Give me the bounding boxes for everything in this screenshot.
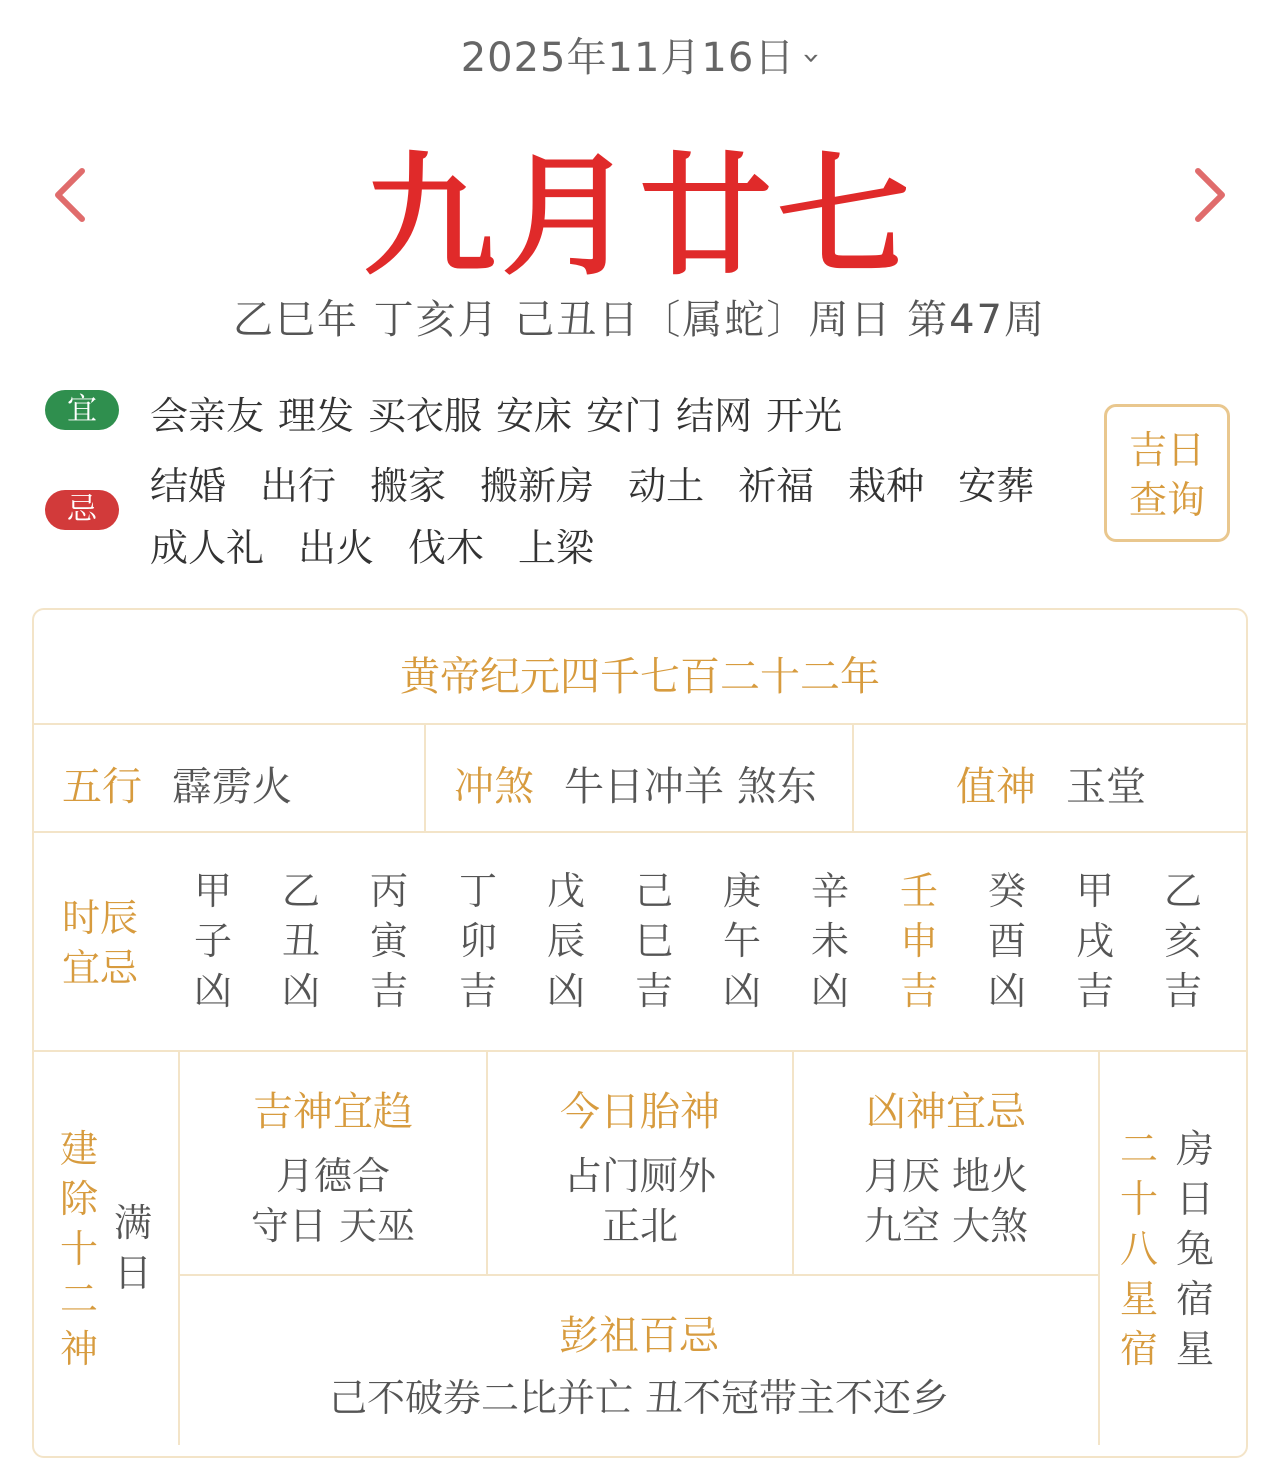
jiri-query-line2: 查询 <box>1128 478 1205 522</box>
chongsha-label: 冲煞 <box>454 764 534 810</box>
ji-item: 栽种 <box>848 464 925 508</box>
shichen-luck: 凶 <box>193 969 232 1013</box>
ji-badge: 忌 <box>45 490 119 530</box>
shichen-branch: 戌 <box>1075 919 1114 963</box>
ji-item: 伐木 <box>408 526 485 570</box>
shichen-column <box>453 866 503 1016</box>
shichen-branch: 子 <box>193 919 232 963</box>
shichen-branch: 申 <box>899 919 938 963</box>
xiongshen-box <box>794 1080 1098 1251</box>
yi-list <box>150 385 856 440</box>
vertical-char: 宿 <box>1175 1277 1214 1321</box>
taishen-box <box>488 1080 792 1251</box>
divider <box>180 1274 1098 1276</box>
ji-item: 祈福 <box>738 464 815 508</box>
vertical-char: 八 <box>1119 1227 1158 1271</box>
vertical-char: 日 <box>1175 1177 1214 1221</box>
divider <box>32 1050 1248 1052</box>
xiongshen-line1: 月厌 地火 <box>863 1154 1029 1198</box>
ji-list <box>150 455 1080 579</box>
shichen-stem: 戊 <box>546 869 585 913</box>
shichen-stem: 丁 <box>458 869 497 913</box>
shichen-label-line1: 时辰 <box>62 896 139 940</box>
chongsha-value: 牛日冲羊 煞东 <box>564 764 817 810</box>
vertical-char: 日 <box>113 1251 152 1295</box>
shichen-luck: 吉 <box>1075 969 1114 1013</box>
jiri-query-line1: 吉日 <box>1128 428 1205 472</box>
shichen-column <box>894 866 944 1016</box>
xiongshen-line2: 九空 大煞 <box>863 1204 1029 1248</box>
taishen-line1: 占门厕外 <box>563 1154 716 1198</box>
shichen-column <box>1158 866 1208 1016</box>
vertical-char: 星 <box>1119 1277 1158 1321</box>
divider <box>852 723 854 831</box>
wuxing-label: 五行 <box>62 764 142 810</box>
yi-item: 会亲友 <box>150 394 265 438</box>
vertical-char: 建 <box>59 1127 98 1171</box>
wuxing-value: 霹雳火 <box>172 764 292 810</box>
shichen-luck: 凶 <box>810 969 849 1013</box>
shichen-stem: 甲 <box>193 869 232 913</box>
next-day-button[interactable] <box>1180 150 1240 240</box>
date-label: 2025年11月16日 <box>460 35 796 81</box>
yi-item: 开光 <box>766 394 843 438</box>
shichen-branch: 辰 <box>546 919 585 963</box>
shichen-stem: 乙 <box>1163 869 1202 913</box>
xingxiu-label <box>1116 1124 1162 1374</box>
vertical-char: 宿 <box>1119 1327 1158 1371</box>
vertical-char: 二 <box>1119 1127 1158 1171</box>
ji-item: 出行 <box>260 464 337 508</box>
vertical-char: 除 <box>59 1177 98 1221</box>
shichen-branch: 酉 <box>987 919 1026 963</box>
shichen-luck: 吉 <box>458 969 497 1013</box>
shichen-stem: 壬 <box>899 869 938 913</box>
ji-item: 成人礼 <box>150 526 265 570</box>
jishen-line1: 月德合 <box>275 1154 390 1198</box>
vertical-char: 星 <box>1175 1327 1214 1371</box>
divider <box>32 723 1248 725</box>
shichen-column <box>1070 866 1120 1016</box>
wuxing <box>62 755 292 812</box>
yi-badge: 宜 <box>45 390 119 430</box>
ganzhi-line: 乙巳年 丁亥月 己丑日〔属蛇〕周日 第47周 <box>232 297 1047 343</box>
shichen-branch: 午 <box>722 919 761 963</box>
shichen-stem: 丙 <box>369 869 408 913</box>
taishen-line2: 正北 <box>601 1204 678 1248</box>
ji-item: 搬家 <box>370 464 447 508</box>
shichen-column <box>717 866 767 1016</box>
ji-item: 安葬 <box>958 464 1035 508</box>
shichen-luck: 吉 <box>634 969 673 1013</box>
divider <box>32 831 1248 833</box>
shichen-column <box>629 866 679 1016</box>
ji-item: 出火 <box>298 526 375 570</box>
shichen-luck: 凶 <box>546 969 585 1013</box>
shichen-stem: 庚 <box>722 869 761 913</box>
vertical-char: 十 <box>59 1227 98 1271</box>
yi-item: 理发 <box>278 394 355 438</box>
pengzu-title: 彭祖百忌 <box>559 1313 719 1359</box>
ji-item: 搬新房 <box>480 464 595 508</box>
xiongshen-title: 凶神宜忌 <box>866 1089 1026 1135</box>
vertical-char: 房 <box>1175 1127 1214 1171</box>
shichen-luck: 凶 <box>281 969 320 1013</box>
divider <box>1098 1050 1100 1445</box>
divider <box>424 723 426 831</box>
chevron-right-icon <box>1190 165 1230 225</box>
taishen-title: 今日胎神 <box>560 1089 720 1135</box>
yi-item: 买衣服 <box>368 394 483 438</box>
zhishen-value: 玉堂 <box>1066 764 1146 810</box>
jianchu-value <box>110 1198 156 1298</box>
shichen-branch: 巳 <box>634 919 673 963</box>
shichen-label <box>62 893 138 993</box>
zhishen <box>956 755 1146 812</box>
shichen-stem: 乙 <box>281 869 320 913</box>
shichen-column <box>188 866 238 1016</box>
yi-item: 结网 <box>676 394 753 438</box>
shichen-luck: 吉 <box>369 969 408 1013</box>
xingxiu-value <box>1172 1124 1218 1374</box>
ji-item: 结婚 <box>150 464 227 508</box>
shichen-branch: 未 <box>810 919 849 963</box>
yi-item: 安门 <box>586 394 663 438</box>
date-selector[interactable] <box>0 26 1279 83</box>
shichen-stem: 甲 <box>1075 869 1114 913</box>
shichen-stem: 己 <box>634 869 673 913</box>
shichen-luck: 吉 <box>1163 969 1202 1013</box>
jianchu-label <box>56 1124 102 1374</box>
shichen-branch: 寅 <box>369 919 408 963</box>
vertical-char: 神 <box>59 1327 98 1371</box>
pengzu-box <box>180 1304 1098 1423</box>
pengzu-text: 己不破券二比并亡 丑不冠带主不还乡 <box>328 1376 950 1420</box>
shichen-label-line2: 宜忌 <box>62 946 139 990</box>
chongsha <box>454 755 817 812</box>
zhishen-label: 值神 <box>956 764 1036 810</box>
vertical-char: 二 <box>59 1277 98 1321</box>
vertical-char: 满 <box>113 1201 152 1245</box>
lunar-date: 九月廿七 <box>363 139 916 294</box>
shichen-branch: 卯 <box>458 919 497 963</box>
jiri-query-button[interactable] <box>1104 404 1230 542</box>
shichen-stem: 辛 <box>810 869 849 913</box>
shichen-stem: 癸 <box>987 869 1026 913</box>
vertical-char: 十 <box>1119 1177 1158 1221</box>
shichen-luck: 凶 <box>722 969 761 1013</box>
shichen-luck: 吉 <box>899 969 938 1013</box>
shichen-luck: 凶 <box>987 969 1026 1013</box>
vertical-char: 兔 <box>1175 1227 1214 1271</box>
shichen-column <box>276 866 326 1016</box>
shichen-branch: 丑 <box>281 919 320 963</box>
shichen-branch: 亥 <box>1163 919 1202 963</box>
shichen-column <box>364 866 414 1016</box>
shichen-column <box>982 866 1032 1016</box>
era-title: 黄帝纪元四千七百二十二年 <box>400 654 880 700</box>
jishen-line2: 守日 天巫 <box>250 1204 416 1248</box>
chevron-down-icon: › <box>794 52 830 65</box>
shichen-column <box>541 866 591 1016</box>
yi-item: 安床 <box>496 394 573 438</box>
ji-item: 动土 <box>628 464 705 508</box>
ji-item: 上梁 <box>518 526 595 570</box>
jishen-title: 吉神宜趋 <box>253 1089 413 1135</box>
shichen-column <box>805 866 855 1016</box>
jishen-box <box>180 1080 486 1251</box>
